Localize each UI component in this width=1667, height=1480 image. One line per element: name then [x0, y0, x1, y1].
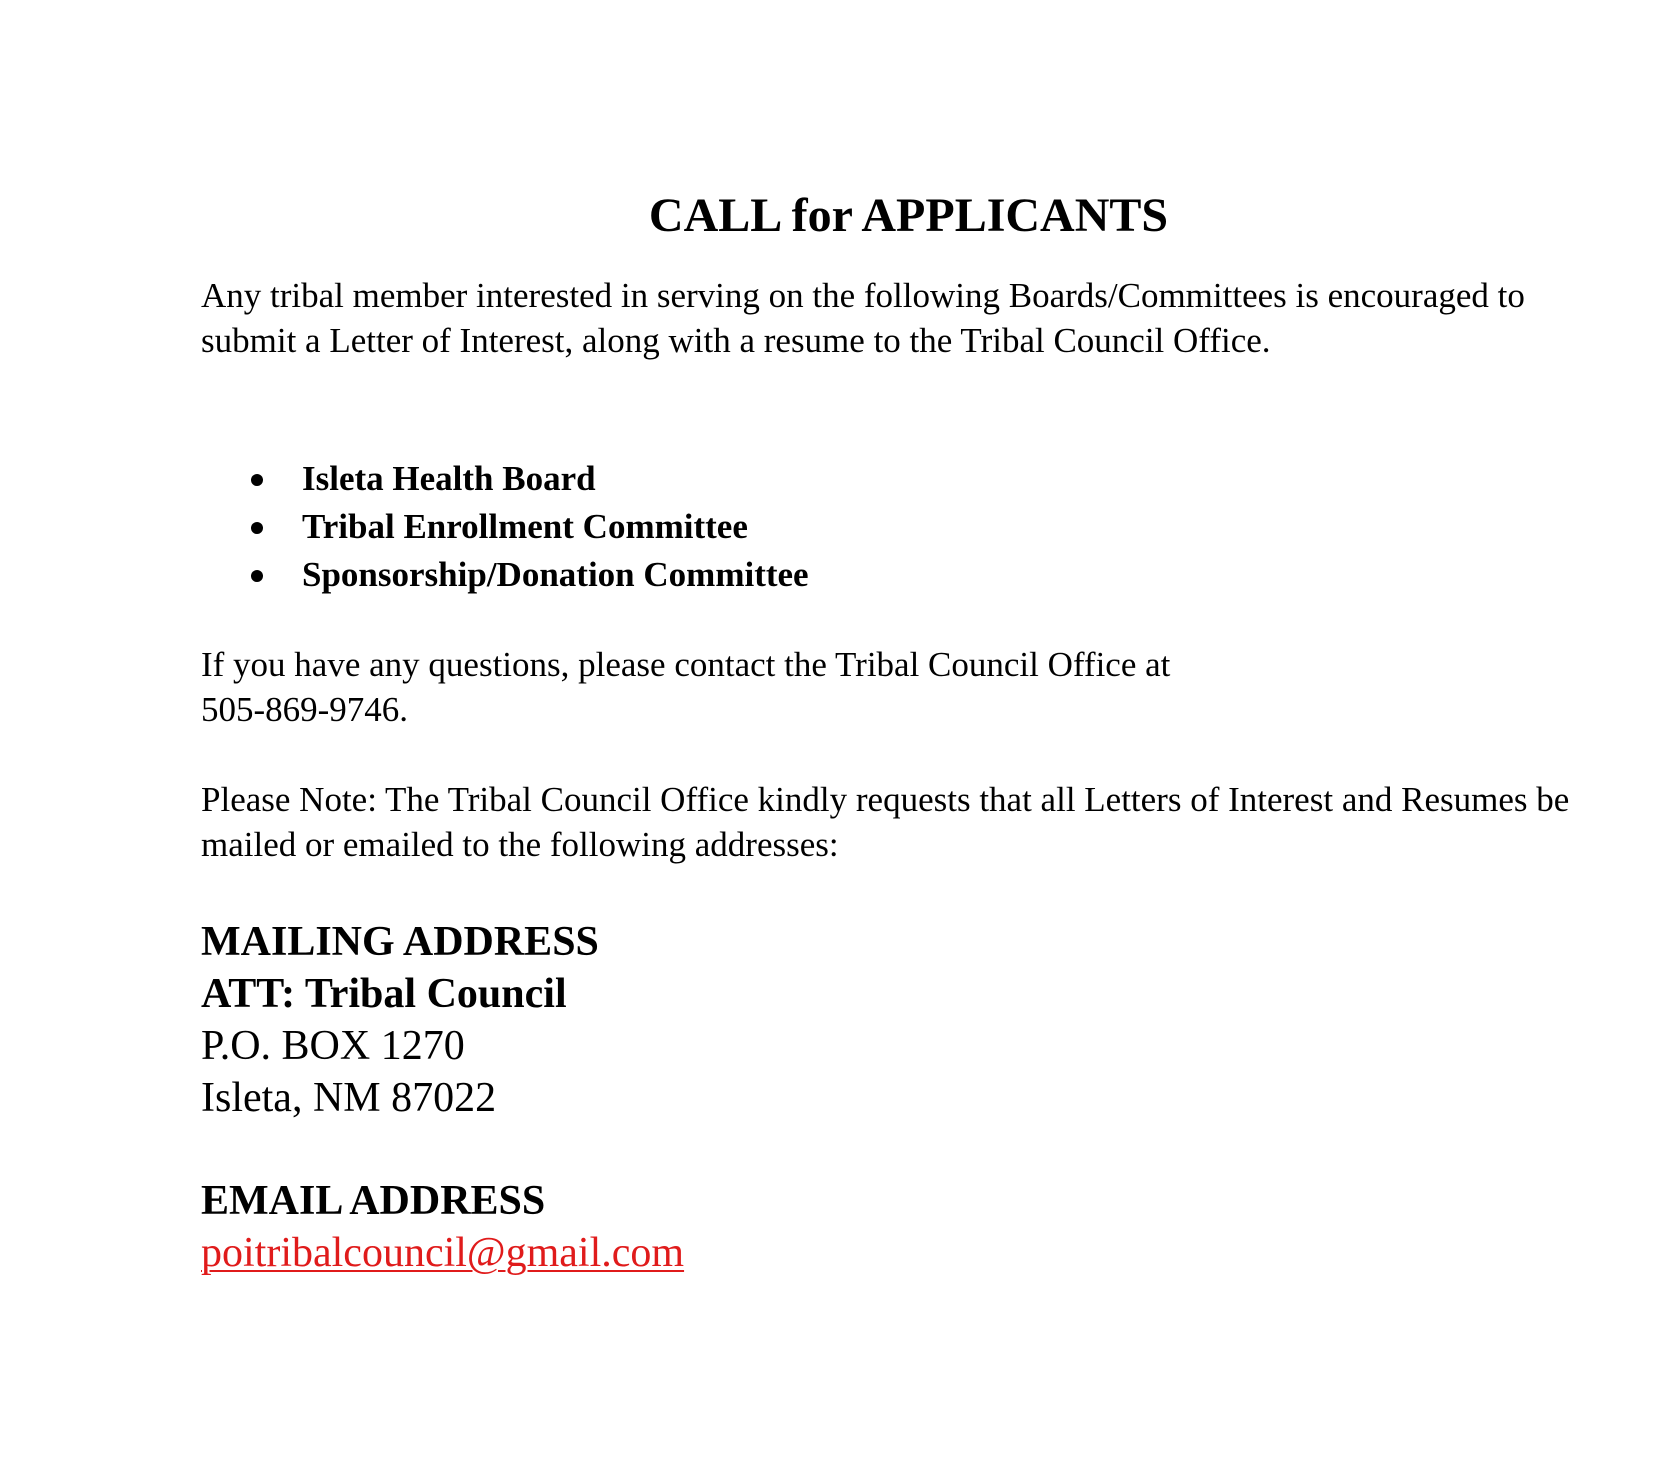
note-paragraph: Please Note: The Tribal Council Office kindly requests that all Letters of Interest and Resumes be mailed or emailed to the following addresses: [201, 780, 1570, 864]
committee-label: Tribal Enrollment Committee [302, 507, 748, 546]
email-link[interactable]: poitribalcouncil@gmail.com [201, 1230, 685, 1276]
mailing-address-heading: MAILING ADDRESS [201, 919, 599, 965]
committee-label: Sponsorship/Donation Committee [302, 555, 809, 594]
list-item [201, 551, 809, 599]
list-item [201, 503, 809, 551]
bullet-icon [251, 474, 263, 486]
mailing-po-box: P.O. BOX 1270 [201, 1023, 465, 1069]
mailing-attention: ATT: Tribal Council [201, 971, 567, 1017]
list-item [201, 455, 809, 503]
phone-number: 505-869-9746. [201, 690, 409, 729]
bullet-icon [251, 570, 263, 582]
questions-paragraph [201, 642, 1581, 732]
bullet-icon [251, 522, 263, 534]
mailing-city: Isleta, NM 87022 [201, 1075, 497, 1121]
mailing-address-block [201, 916, 599, 1124]
intro-paragraph: Any tribal member interested in serving on the following Boards/Committees is encouraged to submit a Letter of Interest, along with a resume to the Tribal Council Office. [201, 276, 1525, 360]
committee-label: Isleta Health Board [302, 459, 596, 498]
email-address-heading: EMAIL ADDRESS [201, 1178, 546, 1224]
questions-text: If you have any questions, please contact the Tribal Council Office at [201, 645, 1171, 684]
email-address-block [201, 1175, 684, 1279]
page-title: CALL for APPLICANTS [648, 189, 1169, 242]
committee-list [201, 455, 809, 599]
